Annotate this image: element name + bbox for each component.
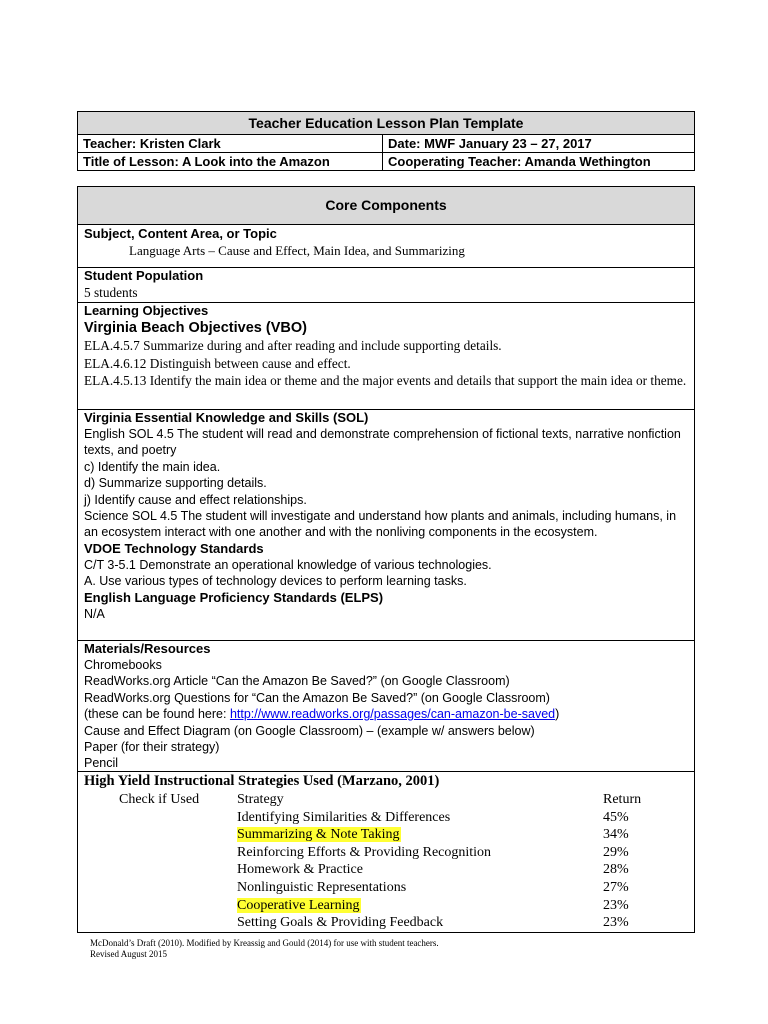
strategy-name-highlighted: Summarizing & Note Taking — [237, 827, 400, 843]
vdoe-item: C/T 3-5.1 Demonstrate an operational knowledge of various technologies. — [84, 557, 492, 572]
sol-item: d) Summarize supporting details. — [84, 476, 267, 491]
standards-section — [78, 410, 694, 641]
strategy-row — [119, 826, 641, 844]
population-value: 5 students — [84, 285, 138, 300]
strategies-header-row — [119, 791, 641, 809]
strategy-name: Reinforcing Efforts & Providing Recognition — [237, 844, 492, 860]
check-cell[interactable] — [119, 809, 237, 827]
return-header: Return — [603, 792, 642, 807]
strategy-row — [119, 897, 641, 915]
population-label: Student Population — [84, 268, 204, 283]
sol-item: j) Identify cause and effect relationships. — [84, 492, 307, 507]
vbo-label: Virginia Beach Objectives (VBO) — [84, 320, 307, 336]
check-cell[interactable] — [119, 879, 237, 897]
material-item: Cause and Effect Diagram (on Google Classroom) – (example w/ answers below) — [84, 723, 535, 738]
subject-value: Language Arts – Cause and Effect, Main Idea, and Summarizing — [129, 243, 465, 258]
population-section — [78, 268, 694, 303]
material-item: Paper (for their strategy) — [84, 740, 220, 755]
sol-item: English SOL 4.5 The student will read and demonstrate comprehension of fictional texts, narrative nonfiction texts, and poetry — [84, 427, 681, 458]
check-cell[interactable] — [119, 826, 237, 844]
elps-label: English Language Proficiency Standards (ELPS) — [84, 589, 384, 605]
sol-item: Science SOL 4.5 The student will investigate and understand how plants and animals, including humans, in an ecosystem interact with one another and with the nonliving components in the ecosystem. — [84, 509, 677, 540]
footer-revision: Revised August 2015 — [90, 949, 168, 959]
core-components-table — [77, 186, 695, 933]
vbo-item: ELA.4.6.12 Distinguish between cause and effect. — [84, 355, 351, 371]
strategy-return: 27% — [603, 879, 629, 895]
check-cell[interactable] — [119, 914, 237, 932]
cooperating-teacher: Cooperating Teacher: Amanda Wethington — [383, 153, 695, 171]
strategy-name: Nonlinguistic Representations — [237, 879, 407, 895]
strategy-row — [119, 879, 641, 897]
strategies-section — [78, 772, 694, 932]
strategies-table — [119, 791, 641, 932]
vbo-item: ELA.4.5.13 Identify the main idea or theme and the major events and details that support the main idea or theme. — [84, 373, 687, 388]
readworks-link[interactable]: http://www.readworks.org/passages/can-amazon-be-saved — [229, 707, 556, 722]
strategy-row — [119, 844, 641, 862]
template-title: Teacher Education Lesson Plan Template — [78, 112, 695, 135]
footer-credit: McDonald’s Draft (2010). Modified by Kreassig and Gould (2014) for use with student teachers. — [90, 938, 439, 948]
materials-label: Materials/Resources — [84, 641, 211, 656]
strategy-name-highlighted: Cooperative Learning — [237, 897, 360, 913]
check-cell[interactable] — [119, 897, 237, 915]
check-cell[interactable] — [119, 844, 237, 862]
strategies-title: High Yield Instructional Strategies Used (Marzano, 2001) — [84, 773, 440, 789]
strategy-name: Homework & Practice — [237, 862, 363, 878]
teacher-name: Teacher: Kristen Clark — [78, 135, 383, 153]
lesson-date: Date: MWF January 23 – 27, 2017 — [383, 135, 695, 153]
subject-section — [78, 225, 694, 268]
header-table — [77, 111, 695, 171]
strategy-return: 28% — [603, 862, 629, 878]
material-link-line: (these can be found here: http://www.readworks.org/passages/can-amazon-be-saved) — [84, 707, 560, 722]
footer — [90, 938, 439, 960]
strategy-row — [119, 914, 641, 932]
lesson-title: Title of Lesson: A Look into the Amazon — [78, 153, 383, 171]
strategy-header: Strategy — [237, 792, 284, 807]
objectives-label: Learning Objectives — [84, 303, 209, 318]
strategy-row — [119, 861, 641, 879]
material-item: Pencil — [84, 756, 119, 771]
subject-label: Subject, Content Area, or Topic — [84, 226, 277, 241]
strategy-name: Setting Goals & Providing Feedback — [237, 915, 444, 931]
objectives-section — [78, 303, 694, 410]
strategy-return: 45% — [603, 809, 629, 825]
check-cell[interactable] — [119, 861, 237, 879]
vdoe-item: A. Use various types of technology devices to perform learning tasks. — [84, 574, 467, 589]
strategy-return: 29% — [603, 844, 629, 860]
strategy-name: Identifying Similarities & Differences — [237, 809, 451, 825]
core-components-heading: Core Components — [78, 187, 694, 225]
strategy-return: 23% — [603, 915, 629, 931]
material-item: ReadWorks.org Questions for “Can the Amazon Be Saved?” (on Google Classroom) — [84, 690, 550, 705]
material-item: Chromebooks — [84, 658, 162, 672]
vbo-item: ELA.4.5.7 Summarize during and after reading and include supporting details. — [84, 338, 502, 353]
strategy-return: 34% — [603, 827, 629, 843]
vdoe-label: VDOE Technology Standards — [84, 540, 264, 556]
sol-item: c) Identify the main idea. — [84, 459, 221, 474]
strategy-row — [119, 809, 641, 827]
materials-section — [78, 641, 694, 772]
strategy-return: 23% — [603, 897, 629, 913]
check-header: Check if Used — [119, 792, 200, 807]
sol-label: Virginia Essential Knowledge and Skills (SOL) — [84, 410, 369, 425]
elps-value: N/A — [84, 606, 105, 621]
material-item: ReadWorks.org Article “Can the Amazon Be Saved?” (on Google Classroom) — [84, 674, 510, 689]
